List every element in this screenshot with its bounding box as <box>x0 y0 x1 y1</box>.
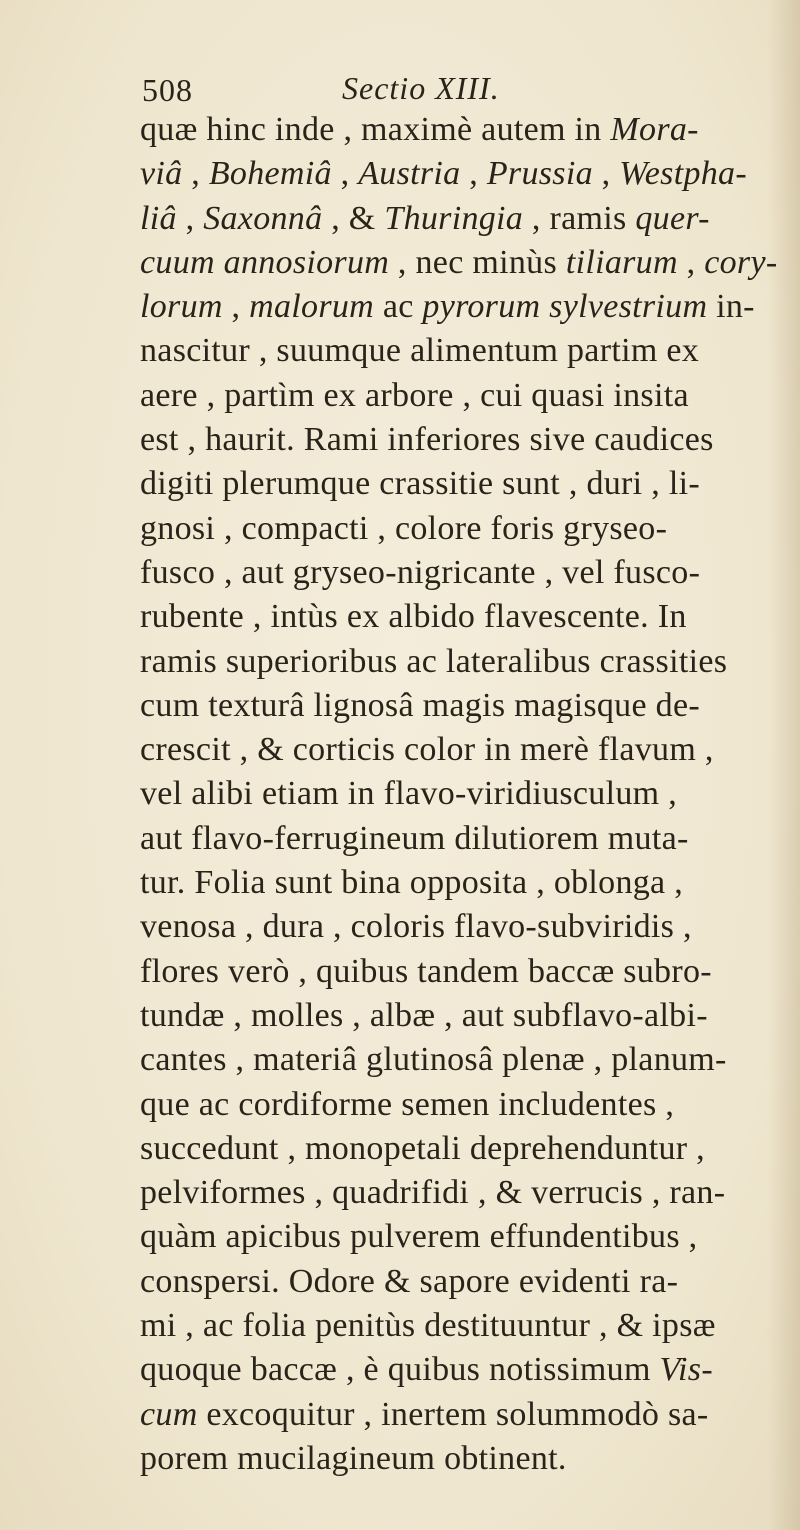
text-line <box>140 285 780 329</box>
text-line <box>140 595 780 639</box>
text-span: excoquitur , inertem solummodò sa- <box>197 1395 709 1433</box>
italic-span: Saxonnâ <box>203 199 323 237</box>
italic-span: quer- <box>635 199 710 237</box>
text-line <box>140 1038 780 1082</box>
text-line <box>140 1171 780 1215</box>
text-span: nascitur , suumque alimentum partim ex <box>140 332 700 370</box>
text-span: , nec minùs <box>389 243 566 281</box>
text-line <box>140 374 780 418</box>
text-line <box>140 551 780 595</box>
text-span: , <box>182 155 209 193</box>
text-span: quæ hinc inde , maximè autem in <box>140 111 611 148</box>
text-span: quoque baccæ , è quibus notissimum <box>140 1351 660 1389</box>
text-line <box>140 329 780 373</box>
text-line <box>140 817 780 861</box>
text-line <box>140 994 780 1038</box>
text-span: , <box>222 288 250 326</box>
text-line <box>140 1348 780 1392</box>
italic-span: cory- <box>704 243 778 281</box>
text-line <box>140 462 780 506</box>
text-span: , <box>331 155 359 193</box>
text-line <box>140 1260 780 1304</box>
italic-span: viâ <box>140 155 183 193</box>
italic-span: lorum <box>140 288 223 326</box>
italic-span: Mora- <box>610 111 699 148</box>
body-text <box>140 108 780 1481</box>
text-span: cantes , materiâ glutinosâ plenæ , planum- <box>140 1041 727 1079</box>
text-span: crescit , & corticis color in merè flavum , <box>140 731 714 769</box>
text-span: pelviformes , quadrifidi , & verrucis , ran- <box>140 1174 726 1212</box>
text-span: , <box>460 155 487 193</box>
text-line <box>140 1393 780 1437</box>
text-line <box>140 108 780 152</box>
italic-span: Prussia <box>486 155 593 193</box>
text-line <box>140 950 780 994</box>
text-line <box>140 507 780 551</box>
text-line <box>140 241 780 285</box>
italic-span: tiliarum <box>565 243 678 281</box>
text-span: ac <box>374 288 423 326</box>
text-line <box>140 640 780 684</box>
text-span: gnosi , compacti , colore foris gryseo- <box>140 509 668 547</box>
page-number: 508 <box>142 72 193 108</box>
text-span: flores verò , quibus tandem baccæ subro- <box>140 952 712 990</box>
text-span: venosa , dura , coloris flavo-subviridis , <box>140 908 692 946</box>
text-line <box>140 861 780 905</box>
text-line <box>140 1083 780 1127</box>
text-span: rubente , intùs ex albido flavescente. In <box>140 598 687 636</box>
text-span: , <box>677 243 705 281</box>
italic-span: liâ <box>140 199 177 237</box>
text-span: in- <box>707 288 755 326</box>
text-line <box>140 1127 780 1171</box>
italic-span: Austria <box>358 155 461 193</box>
text-line <box>140 1215 780 1259</box>
text-line <box>140 418 780 462</box>
text-line <box>140 1304 780 1348</box>
italic-span: Vis- <box>659 1351 713 1389</box>
text-span: aut flavo-ferrugineum dilutiorem muta- <box>140 819 689 857</box>
text-span: que ac cordiforme semen includentes , <box>140 1085 675 1123</box>
text-span: tundæ , molles , albæ , aut subflavo-albi- <box>140 996 708 1034</box>
running-head: Sectio XIII. <box>342 70 500 106</box>
text-span: quàm apicibus pulverem effundentibus , <box>140 1218 698 1256</box>
text-span: , & <box>322 199 385 237</box>
text-span: ramis superioribus ac lateralibus crassities <box>140 642 728 680</box>
text-span: , <box>176 199 204 237</box>
text-span: mi , ac folia penitùs destituuntur , & ipsæ <box>140 1307 716 1345</box>
text-line <box>140 1437 780 1481</box>
text-span: tur. Folia sunt bina opposita , oblonga , <box>140 864 684 902</box>
text-span: aere , partìm ex arbore , cui quasi insita <box>140 376 689 414</box>
italic-span: Westpha- <box>619 155 747 193</box>
text-line <box>140 728 780 772</box>
text-span: fusco , aut gryseo-nigricante , vel fusco- <box>140 553 701 591</box>
text-line <box>140 684 780 728</box>
text-span: , ramis <box>523 199 636 237</box>
text-span: porem mucilagineum obtinent. <box>140 1439 567 1477</box>
text-span: vel alibi etiam in flavo-viridiusculum , <box>140 775 677 813</box>
italic-span: Thuringia <box>384 199 524 237</box>
page-header <box>142 68 762 112</box>
text-span: est , haurit. Rami inferiores sive caudices <box>140 421 714 459</box>
italic-span: Bohemiâ <box>208 155 332 193</box>
text-span: digiti plerumque crassitie sunt , duri , li- <box>140 465 700 503</box>
text-line <box>140 905 780 949</box>
text-line <box>140 197 780 241</box>
text-span: succedunt , monopetali deprehenduntur , <box>140 1129 705 1167</box>
text-span: cum texturâ lignosâ magis magisque de- <box>140 686 700 724</box>
text-line <box>140 772 780 816</box>
italic-span: cuum annosiorum <box>140 243 390 281</box>
text-span: conspersi. Odore & sapore evidenti ra- <box>140 1262 679 1300</box>
italic-span: malorum <box>249 288 375 326</box>
italic-span: cum <box>140 1395 198 1433</box>
italic-span: pyrorum sylvestrium <box>422 288 708 326</box>
text-span: , <box>592 155 620 193</box>
text-line <box>140 152 780 196</box>
